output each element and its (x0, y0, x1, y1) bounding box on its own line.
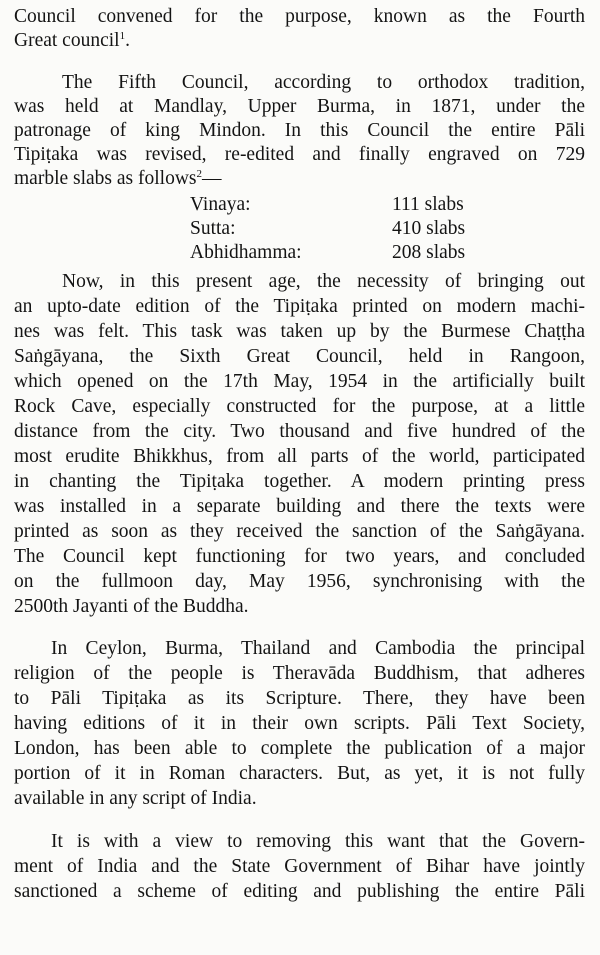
text-line: which opened on the 17th May, 1954 in the artificially built (14, 371, 585, 392)
footnote-marker: 1 (119, 30, 126, 42)
table-value: 410 slabs (392, 218, 466, 239)
text-line: an upto-date edition of the Tipiṭaka printed on modern machi- (14, 296, 585, 317)
footnote-marker: 2 (196, 168, 203, 180)
table-value: 208 slabs (392, 242, 466, 263)
text-line: was installed in a separate building and there the texts were (14, 496, 585, 517)
text-line: religion of the people is Theravāda Buddhism, that adheres (14, 663, 585, 684)
text-line: printed as soon as they received the sanction of the Saṅgāyana. (14, 521, 585, 542)
table-label: Vinaya: (190, 194, 251, 215)
table-row (0, 193, 600, 217)
text-line: nes was felt. This task was taken up by the Burmese Chaṭṭha (14, 321, 585, 342)
text-line: was held at Mandlay, Upper Burma, in 1871, under the (14, 96, 585, 117)
text-line: It is with a view to removing this want that the Govern- (51, 831, 585, 852)
text-line: on the fullmoon day, May 1956, synchronising with the (14, 571, 585, 592)
text-line: to Pāli Tipiṭaka as its Scripture. There, they have been (14, 688, 585, 709)
text-line: Saṅgāyana, the Sixth Great Council, held in Rangoon, (14, 346, 585, 367)
text-line: sanctioned a scheme of editing and publishing the entire Pāli (14, 881, 585, 902)
text-line: London, has been able to complete the publication of a major (14, 738, 585, 759)
text-line: The Fifth Council, according to orthodox tradition, (62, 72, 585, 93)
text-line: Great council$^1$. (14, 30, 130, 51)
text-line: distance from the city. Two thousand and five hundred of the (14, 421, 585, 442)
table-row (0, 241, 600, 265)
text-line: patronage of king Mindon. In this Council the entire Pāli (14, 120, 585, 141)
text-line: portion of it in Roman characters. But, as yet, it is not fully (14, 763, 585, 784)
text-line: most erudite Bhikkhus, from all parts of the world, participated (14, 446, 585, 467)
text-line: in chanting the Tipiṭaka together. A modern printing press (14, 471, 585, 492)
text-line: marble slabs as follows$^2$— (14, 168, 222, 189)
table-label: Sutta: (190, 218, 236, 239)
text-line: The Council kept functioning for two years, and concluded (14, 546, 585, 567)
text-line: Council convened for the purpose, known as the Fourth (14, 6, 585, 27)
text-line: available in any script of India. (14, 788, 257, 809)
table-value: 111 slabs (392, 194, 464, 215)
text-line: Now, in this present age, the necessity of bringing out (62, 271, 585, 292)
text-line: having editions of it in their own scripts. Pāli Text Society, (14, 713, 585, 734)
table-row (0, 217, 600, 241)
text-line: 2500th Jayanti of the Buddha. (14, 596, 249, 617)
text-line: Tipiṭaka was revised, re-edited and finally engraved on 729 (14, 144, 585, 165)
text-line: In Ceylon, Burma, Thailand and Cambodia the principal (51, 638, 585, 659)
text-line: ment of India and the State Government of Bihar have jointly (14, 856, 585, 877)
text-line: Rock Cave, especially constructed for the purpose, at a little (14, 396, 585, 417)
table-label: Abhidhamma: (190, 242, 302, 263)
